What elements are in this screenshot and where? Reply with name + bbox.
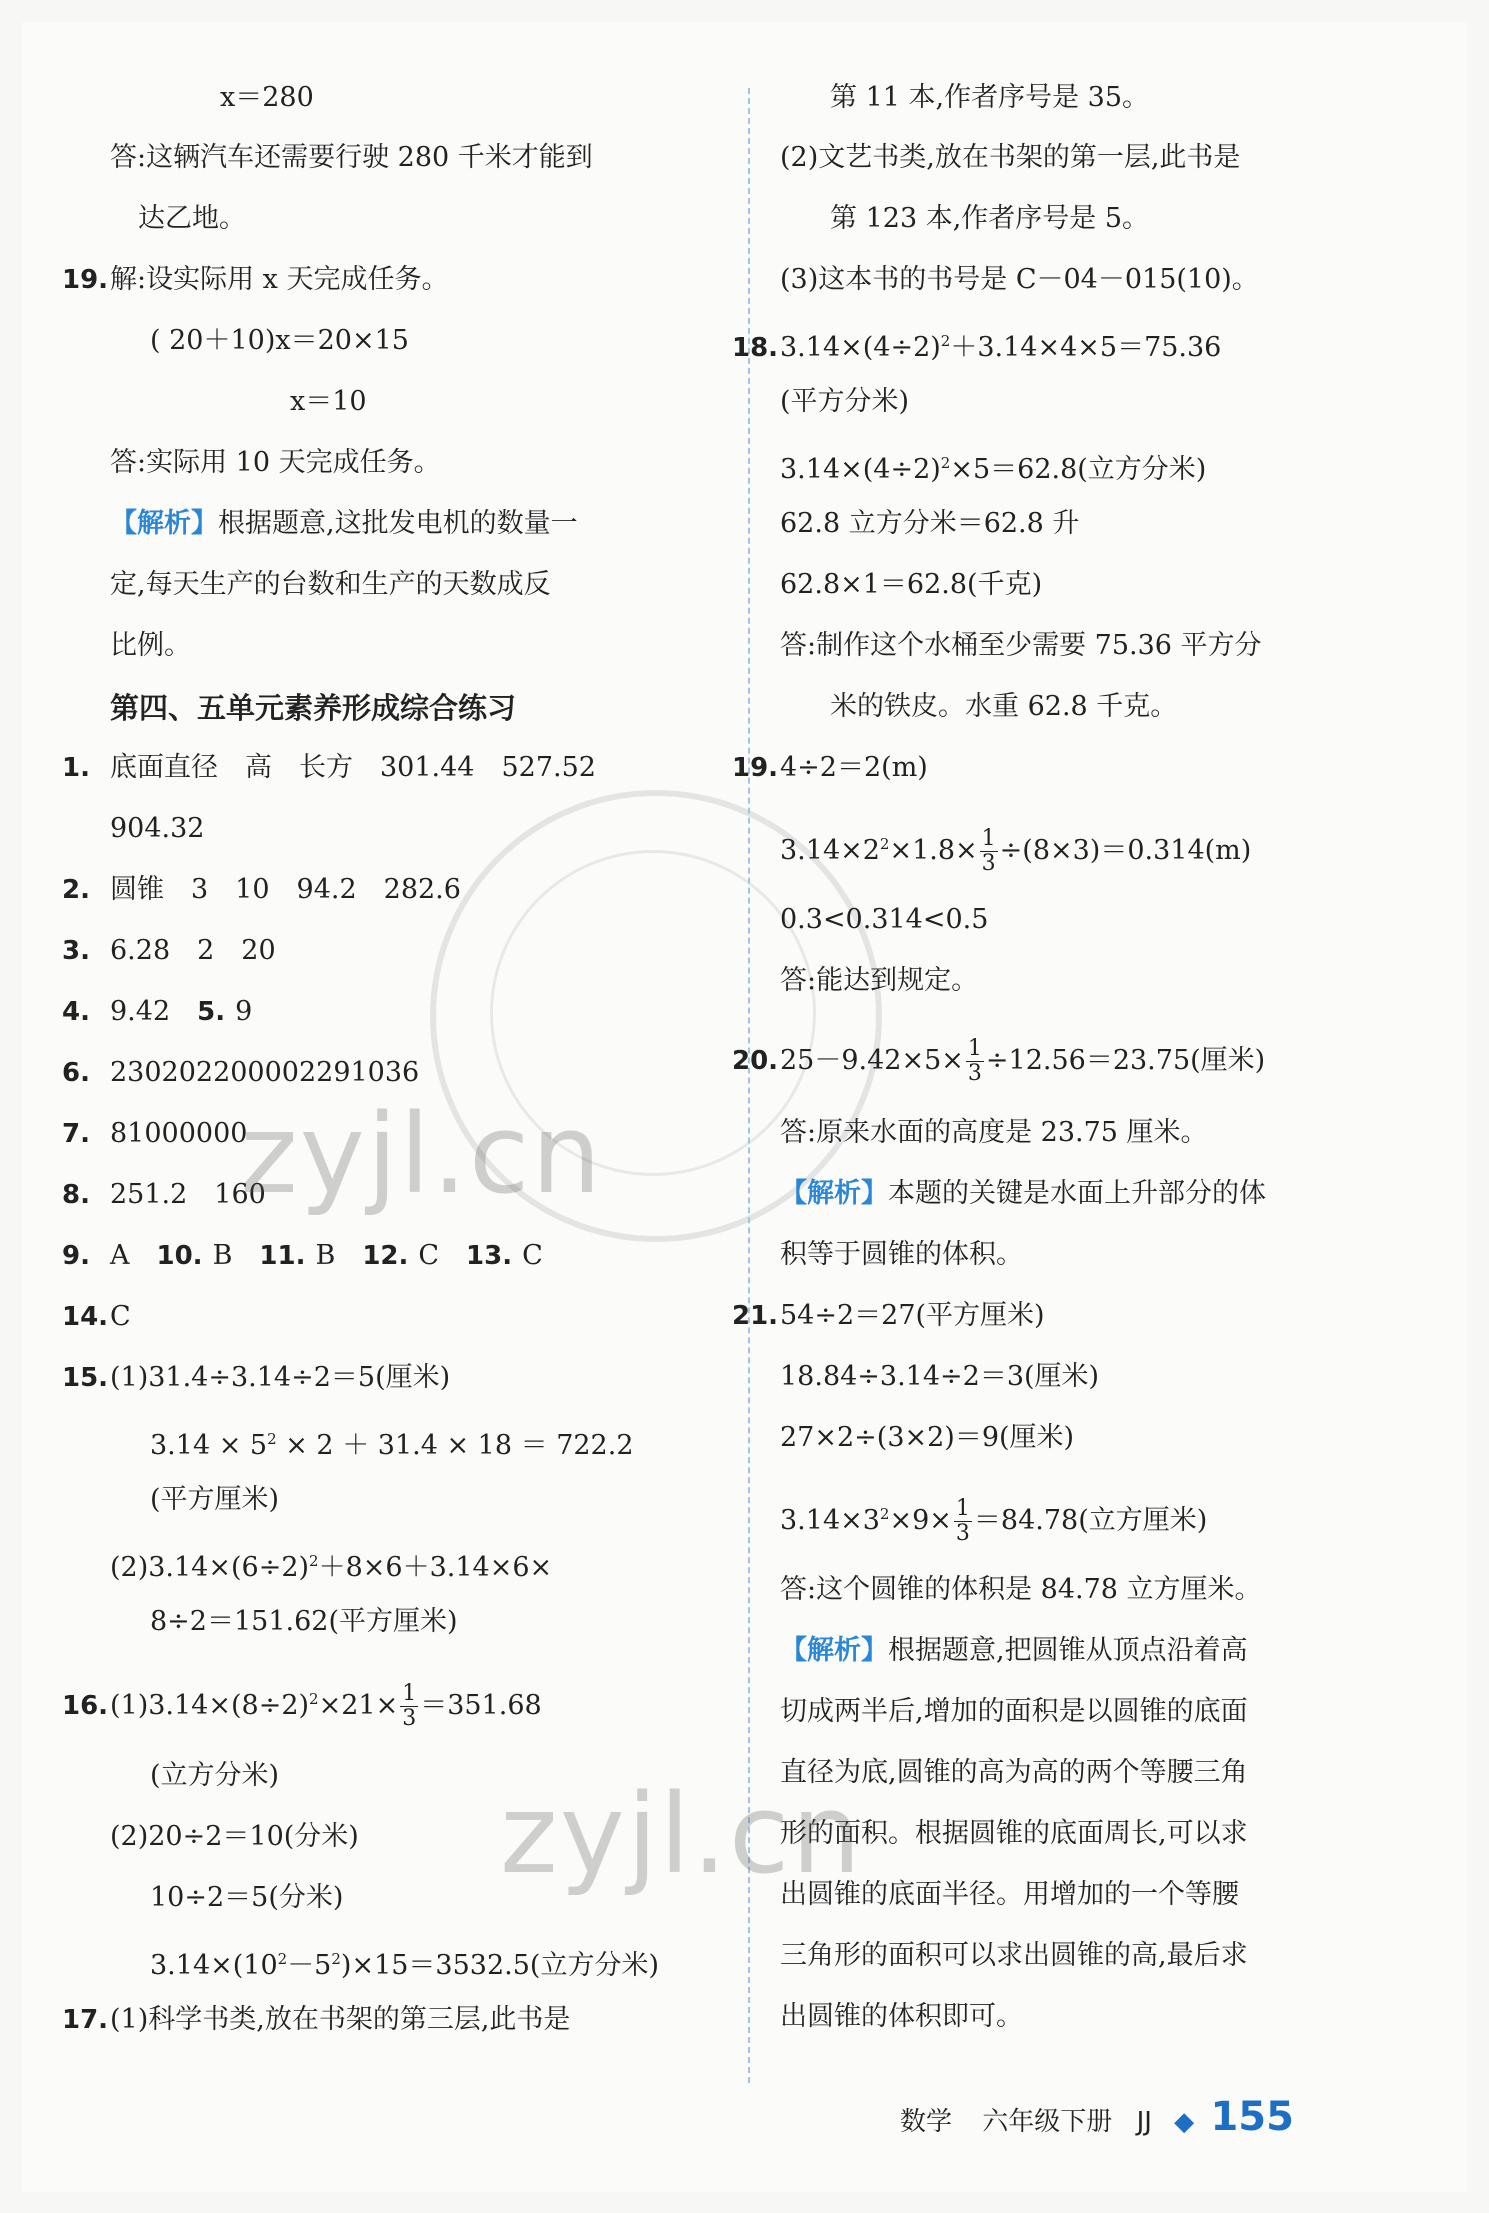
right-line xyxy=(780,504,1079,544)
answer-text: C xyxy=(110,1301,131,1332)
answer-text: $3.14\times(4\div 2)^2+3.14\times 4\times 5=75.36$ xyxy=(780,332,1222,363)
question-number: 16. xyxy=(62,1691,109,1721)
left-line xyxy=(110,565,551,605)
answer-text: (1)科学书类,放在书架的第三层,此书是 xyxy=(110,2004,571,2035)
answer-text: 9.42 xyxy=(110,996,198,1027)
page-footer xyxy=(900,2094,1294,2140)
answer-text: 积等于圆锥的体积。 xyxy=(780,1239,1023,1270)
fraction-one-third: $\frac{1}{3}$ xyxy=(402,1681,417,1731)
left-line xyxy=(220,78,314,118)
left-line xyxy=(62,748,596,788)
question-number: 7. xyxy=(62,1119,90,1149)
footer-edition: JJ xyxy=(1136,2107,1152,2137)
section-title: 第四、五单元素养形成综合练习 xyxy=(110,691,517,725)
left-line xyxy=(138,199,246,239)
left-line xyxy=(62,1358,451,1398)
left-line xyxy=(62,992,253,1032)
left-line xyxy=(110,138,593,178)
answer-text: (平方厘米) xyxy=(150,1484,280,1515)
right-line xyxy=(780,1418,1074,1458)
left-line xyxy=(150,1602,458,1642)
left-line xyxy=(62,1679,542,1731)
left-line xyxy=(150,1756,279,1796)
question-number: 18. xyxy=(732,333,779,363)
right-line xyxy=(780,1494,1208,1546)
answer-text: (1)31.4÷3.14÷2＝5(厘米) xyxy=(110,1362,451,1393)
analysis-tag: 【解析】 xyxy=(780,1635,888,1666)
left-line xyxy=(62,260,449,300)
answer-text: 圆锥 3 10 94.2 282.6 xyxy=(110,874,461,905)
answer-text: 第 11 本,作者序号是 35。 xyxy=(830,82,1150,113)
answer-text: 根据题意,把圆锥从顶点沿着高 xyxy=(888,1635,1248,1666)
question-number: 21. xyxy=(732,1301,779,1331)
answer-text: C xyxy=(522,1240,543,1271)
answer-text: 出圆锥的体积即可。 xyxy=(780,2001,1023,2032)
answer-text: 直径为底,圆锥的高为高的两个等腰三角 xyxy=(780,1757,1248,1788)
question-number: 19. xyxy=(732,753,779,783)
right-line xyxy=(732,321,1222,363)
answer-text: $(1)3.14\times(8\div 2)^2\times 21\times$ $\frac{1}{3}$ ＝351.68 xyxy=(110,1681,542,1731)
left-line xyxy=(62,1114,248,1154)
answer-text: ( 20＋10)x＝20×15 xyxy=(150,325,409,356)
right-line xyxy=(780,565,1042,605)
right-line xyxy=(780,1357,1099,1397)
answer-text: 62.8×1＝62.8(千克) xyxy=(780,569,1043,600)
right-line xyxy=(780,1570,1262,1610)
answer-text: 切成两半后,增加的面积是以圆锥的底面 xyxy=(780,1696,1248,1727)
right-line xyxy=(780,260,1259,300)
answer-text: 答:实际用 10 天完成任务。 xyxy=(110,447,441,478)
answer-text: 62.8 立方分米＝62.8 升 xyxy=(780,508,1080,539)
answer-text: 三角形的面积可以求出圆锥的高,最后求 xyxy=(780,1940,1248,1971)
left-line xyxy=(150,1419,634,1459)
answer-text: 18.84÷3.14÷2＝3(厘米) xyxy=(780,1361,1100,1392)
answer-text: 0.3<0.314<0.5 xyxy=(780,904,989,935)
answer-text: $3.14\times(4\div 2)^2\times 5=62.8$(立方分米) xyxy=(780,454,1207,485)
answer-text: 9 xyxy=(235,996,253,1027)
right-line xyxy=(780,1174,1266,1214)
answer-text: (立方分米) xyxy=(150,1760,280,1791)
watermark-2: zyjl.cn xyxy=(500,1770,864,1898)
right-line xyxy=(780,1631,1248,1671)
question-number: 10. xyxy=(156,1241,203,1271)
right-line xyxy=(780,961,978,1001)
question-number: 5. xyxy=(197,997,226,1027)
left-line xyxy=(150,1480,279,1520)
answer-text: 251.2 160 xyxy=(110,1179,266,1210)
question-number: 20. xyxy=(732,1046,779,1076)
watermark-1: zyjl.cn xyxy=(240,1090,604,1218)
left-line xyxy=(110,443,441,483)
left-line xyxy=(62,2000,571,2040)
answer-text: 81000000 xyxy=(110,1118,248,1149)
fraction-one-third: $\frac{1}{3}$ xyxy=(955,1496,970,1546)
right-line xyxy=(830,687,1177,727)
question-number: 19. xyxy=(62,265,109,295)
answer-text: 27×2÷(3×2)＝9(厘米) xyxy=(780,1422,1075,1453)
answer-text: 根据题意,这批发电机的数量一 xyxy=(218,508,578,539)
answer-text: 4÷2＝2(m) xyxy=(780,752,928,783)
right-line xyxy=(732,748,928,788)
answer-text: 6.28 2 20 xyxy=(110,935,276,966)
right-line xyxy=(780,1997,1023,2037)
answer-text: $3.14 \times 5^2 \times 2 + 31.4 \times 18 = 722.2$ xyxy=(150,1430,634,1461)
right-line xyxy=(780,1692,1248,1732)
question-number: 14. xyxy=(62,1302,109,1332)
left-line xyxy=(110,1817,359,1857)
left-line xyxy=(110,626,191,666)
question-number: 13. xyxy=(466,1241,513,1271)
fraction-one-third: $\frac{1}{3}$ xyxy=(981,826,996,876)
answer-text: x＝10 xyxy=(290,386,367,417)
question-number: 3. xyxy=(62,936,90,966)
left-line xyxy=(62,1297,131,1337)
question-number: 6. xyxy=(62,1058,90,1088)
answer-text: 形的面积。根据圆锥的底面周长,可以求 xyxy=(780,1818,1248,1849)
diamond-icon: ◆ xyxy=(1174,2107,1195,2137)
footer-subject: 数学 xyxy=(900,2107,953,2137)
footer-grade: 六年级下册 xyxy=(982,2107,1113,2137)
left-line xyxy=(62,1053,420,1093)
answer-text: 230202200002291036 xyxy=(110,1057,420,1088)
answer-text: 本题的关键是水面上升部分的体 xyxy=(888,1178,1266,1209)
answer-text: $3.14\times(10^2-5^2)\times 15=3532.5$(立方分米) xyxy=(150,1950,659,1981)
question-number: 11. xyxy=(259,1241,306,1271)
answer-text: 答:这辆汽车还需要行驶 280 千米才能到 xyxy=(110,142,593,173)
answer-text: 答:原来水面的高度是 23.75 厘米。 xyxy=(780,1117,1208,1148)
question-number: 17. xyxy=(62,2005,109,2035)
question-number: 4. xyxy=(62,997,90,1027)
answer-text: 米的铁皮。水重 62.8 千克。 xyxy=(830,691,1178,722)
right-line xyxy=(780,1235,1023,1275)
answer-text: (平方分米) xyxy=(780,386,910,417)
answer-text: C xyxy=(418,1240,467,1271)
left-line xyxy=(62,1236,543,1276)
left-line xyxy=(290,382,367,422)
question-number: 12. xyxy=(362,1241,409,1271)
answer-text: 25－9.42×5× $\frac{1}{3}$ ÷12.56＝23.75(厘米) xyxy=(780,1036,1266,1086)
answer-text: $3.14\times 2^2\times 1.8\times$ $\frac{1}{3}$ ÷(8×3)＝0.314(m) xyxy=(780,826,1252,876)
right-line xyxy=(780,900,988,940)
right-line xyxy=(732,1036,1266,1086)
right-line xyxy=(780,1113,1208,1153)
answer-text: 10÷2＝5(分米) xyxy=(150,1882,344,1913)
right-line xyxy=(780,626,1262,666)
answer-text: (2)文艺书类,放在书架的第一层,此书是 xyxy=(780,142,1241,173)
left-line xyxy=(110,1541,552,1581)
question-number: 2. xyxy=(62,875,90,905)
left-line xyxy=(110,504,578,544)
answer-text: $3.14\times 3^2\times 9\times$ $\frac{1}{3}$ ＝84.78(立方厘米) xyxy=(780,1496,1208,1546)
answer-text: 答:这个圆锥的体积是 84.78 立方厘米。 xyxy=(780,1574,1262,1605)
answer-text: 比例。 xyxy=(110,630,191,661)
answer-text: 底面直径 高 长方 301.44 527.52 xyxy=(110,752,596,783)
answer-text: 答:制作这个水桶至少需要 75.36 平方分 xyxy=(780,630,1262,661)
right-line xyxy=(780,1936,1248,1976)
answer-text: 54÷2＝27(平方厘米) xyxy=(780,1300,1045,1331)
fraction-one-third: $\frac{1}{3}$ xyxy=(967,1036,982,1086)
answer-text: 出圆锥的底面半径。用增加的一个等腰 xyxy=(780,1879,1239,1910)
answer-text: 第 123 本,作者序号是 5。 xyxy=(830,203,1150,234)
left-line xyxy=(110,809,204,849)
answer-text: 答:能达到规定。 xyxy=(780,965,979,996)
answer-text: 904.32 xyxy=(110,813,205,844)
right-line xyxy=(780,443,1206,483)
answer-text: A xyxy=(110,1240,157,1271)
right-line xyxy=(732,1296,1045,1336)
left-line xyxy=(150,321,409,361)
answer-text: B xyxy=(315,1240,363,1271)
answer-text: 达乙地。 xyxy=(138,203,246,234)
left-line xyxy=(62,931,276,971)
question-number: 1. xyxy=(62,753,90,783)
right-line xyxy=(780,382,909,422)
left-line xyxy=(62,870,461,910)
answer-text: 解:设实际用 x 天完成任务。 xyxy=(110,264,449,295)
analysis-tag: 【解析】 xyxy=(110,508,218,539)
answer-text: (2)20÷2＝10(分米) xyxy=(110,1821,359,1852)
analysis-tag: 【解析】 xyxy=(780,1178,888,1209)
left-line xyxy=(110,688,516,728)
question-number: 9. xyxy=(62,1241,90,1271)
right-line xyxy=(780,138,1240,178)
page-number: 155 xyxy=(1210,2094,1294,2140)
answer-text: 8÷2＝151.62(平方厘米) xyxy=(150,1606,458,1637)
question-number: 8. xyxy=(62,1180,90,1210)
right-line xyxy=(830,199,1149,239)
answer-text: B xyxy=(212,1240,260,1271)
right-line xyxy=(830,78,1149,118)
answer-text: x＝280 xyxy=(220,82,314,113)
question-number: 15. xyxy=(62,1363,109,1393)
right-line xyxy=(780,824,1252,876)
answer-text: $(2)3.14\times(6\div 2)^2+8\times 6+3.14\times 6\times$ xyxy=(110,1552,553,1583)
answer-text: (3)这本书的书号是 C－04－015(10)。 xyxy=(780,264,1259,295)
left-line xyxy=(150,1878,343,1918)
answer-text: 定,每天生产的台数和生产的天数成反 xyxy=(110,569,551,600)
left-line xyxy=(150,1939,659,1979)
